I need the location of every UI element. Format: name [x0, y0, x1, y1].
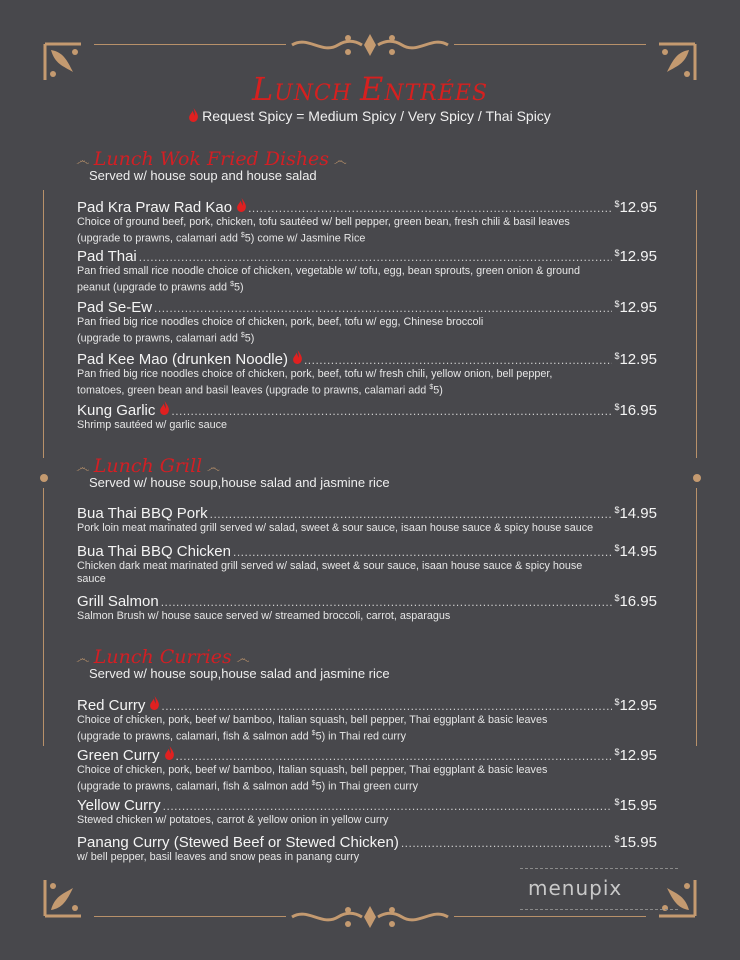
item-name: Kung Garlic [77, 402, 156, 419]
scroll-flourish-icon: ෴ [202, 460, 220, 476]
right-rule-bottom [696, 488, 697, 746]
menu-item [77, 350, 657, 398]
item-price: $16.95 [614, 402, 657, 419]
dot-leader [171, 404, 612, 418]
item-name: Pad Kee Mao (drunken Noodle) [77, 351, 288, 368]
item-description: Choice of chicken, pork, beef w/ bamboo, Italian squash, bell pepper, Thai eggplant & basic leaves (upgrade to prawns, calamari, fish & salmon add $5) in Thai red curry [77, 714, 548, 743]
item-price: $16.95 [614, 593, 657, 610]
bottom-rule-left [94, 916, 286, 917]
menu-item [77, 696, 657, 744]
item-price: $12.95 [614, 747, 657, 764]
item-description: Pork loin meat marinated grill served w/ salad, sweet & sour sauce, isaan house sauce & spicy house sauce [77, 522, 594, 534]
item-description: Choice of ground beef, pork, chicken, tofu sautéed w/ bell pepper, green bean, fresh chili & basil leaves (upgrade to prawns, calamari add $5) come w/ Jasmine Rice [77, 216, 570, 245]
item-name: Pad Thai [77, 248, 137, 265]
dot-leader [248, 201, 612, 215]
menu-item [77, 505, 657, 535]
item-name: Pad Kra Praw Rad Kao [77, 199, 233, 216]
item-price: $14.95 [614, 543, 657, 560]
scroll-flourish-icon: ෴ [76, 651, 94, 667]
menu-item [77, 401, 657, 432]
section-note-grill: Served w/ house soup,house salad and jasmine rice [89, 475, 390, 490]
fleur-corner-icon [43, 878, 83, 918]
spicy-legend: Request Spicy = Medium Spicy / Very Spicy / Thai Spicy [0, 108, 740, 124]
scroll-flourish-icon: ෴ [329, 153, 347, 169]
item-name: Yellow Curry [77, 797, 161, 814]
dot-leader [233, 545, 612, 559]
right-ornament-dot [693, 474, 701, 482]
menu-item [77, 543, 657, 586]
item-name: Grill Salmon [77, 593, 159, 610]
chili-flame-icon [293, 350, 302, 364]
chili-flame-icon [237, 198, 246, 212]
section-title-text: Lunch Grill [93, 455, 203, 477]
section-title-wok [76, 148, 347, 170]
item-price: $15.95 [614, 834, 657, 851]
item-name: Pad Se-Ew [77, 299, 153, 316]
left-rule-bottom [43, 488, 44, 746]
scroll-flourish-icon: ෴ [231, 651, 250, 667]
item-description: w/ bell pepper, basil leaves and snow peas in panang curry [77, 851, 360, 863]
dot-leader [161, 699, 612, 713]
bottom-rule-right [454, 916, 646, 917]
chili-flame-icon [160, 401, 169, 415]
dot-leader [401, 836, 613, 850]
item-price: $15.95 [614, 797, 657, 814]
chili-flame-icon [189, 108, 198, 122]
item-description: Pan fried big rice noodles choice of chicken, pork, beef, tofu w/ fresh chili, yellow onion, bell pepper, tomatoes, green bean and basil leaves (upgrade to prawns, calamari add $5) [77, 368, 553, 397]
section-title-curries [76, 646, 250, 668]
section-note-wok: Served w/ house soup and house salad [89, 168, 317, 183]
left-ornament-dot [40, 474, 48, 482]
item-price: $12.95 [614, 697, 657, 714]
left-rule-top [43, 190, 44, 458]
page-title: LUNCH ENTRÉES [251, 70, 489, 108]
item-name: Bua Thai BBQ Chicken [77, 543, 231, 560]
dot-leader [139, 250, 613, 264]
item-name: Red Curry [77, 697, 146, 714]
item-price: $12.95 [614, 199, 657, 216]
dot-leader [210, 507, 613, 521]
scroll-flourish-icon [288, 902, 452, 932]
menu-item [77, 797, 657, 827]
dot-leader [163, 799, 613, 813]
section-title-text: Lunch Curries [93, 646, 232, 668]
chili-flame-icon [150, 696, 159, 710]
section-title-grill [76, 455, 220, 477]
item-price: $12.95 [614, 299, 657, 316]
item-price: $12.95 [614, 351, 657, 368]
item-description: Pan fried big rice noodles choice of chicken, pork, beef, tofu w/ egg, Chinese broccoli (upgrade to prawns, calamari add $5) [77, 316, 484, 345]
menu-item [77, 248, 657, 295]
item-description: Pan fried small rice noodle choice of chicken, vegetable w/ tofu, egg, bean sprouts, green onion & ground peanut (upgrade to prawns add $5) [77, 265, 580, 294]
menu-item [77, 299, 657, 346]
item-price: $14.95 [614, 505, 657, 522]
right-rule-top [696, 190, 697, 458]
item-description: Salmon Brush w/ house sauce served w/ streamed broccoli, carrot, asparagus [77, 610, 451, 622]
scroll-flourish-icon [288, 30, 452, 60]
menu-item [77, 834, 657, 864]
item-description: Chicken dark meat marinated grill served w/ salad, sweet & sour sauce, isaan house sauce & spicy house sauce [77, 560, 583, 585]
item-price: $12.95 [614, 248, 657, 265]
item-name: Bua Thai BBQ Pork [77, 505, 208, 522]
top-rule-left [94, 44, 286, 45]
menu-item [77, 593, 657, 623]
section-note-curries: Served w/ house soup,house salad and jasmine rice [89, 666, 390, 681]
dot-leader [304, 353, 612, 367]
item-description: Shrimp sautéed w/ garlic sauce [77, 419, 228, 431]
item-description: Choice of chicken, pork, beef w/ bamboo, Italian squash, bell pepper, Thai eggplant & basic leaves (upgrade to prawns, calamari, fish & salmon add $5) in Thai green curry [77, 764, 548, 793]
menu-item [77, 746, 657, 794]
chili-flame-icon [165, 746, 174, 760]
item-description: Stewed chicken w/ potatoes, carrot & yellow onion in yellow curry [77, 814, 389, 826]
dot-leader [176, 749, 613, 763]
section-title-text: Lunch Wok Fried Dishes [93, 148, 330, 170]
dot-leader [161, 595, 613, 609]
scroll-flourish-icon: ෴ [76, 460, 94, 476]
item-name: Green Curry [77, 747, 160, 764]
menu-item [77, 198, 657, 246]
item-name: Panang Curry (Stewed Beef or Stewed Chicken) [77, 834, 399, 851]
dot-leader [154, 301, 612, 315]
scroll-flourish-icon: ෴ [76, 153, 94, 169]
top-rule-right [454, 44, 646, 45]
watermark: menupix [520, 868, 678, 910]
